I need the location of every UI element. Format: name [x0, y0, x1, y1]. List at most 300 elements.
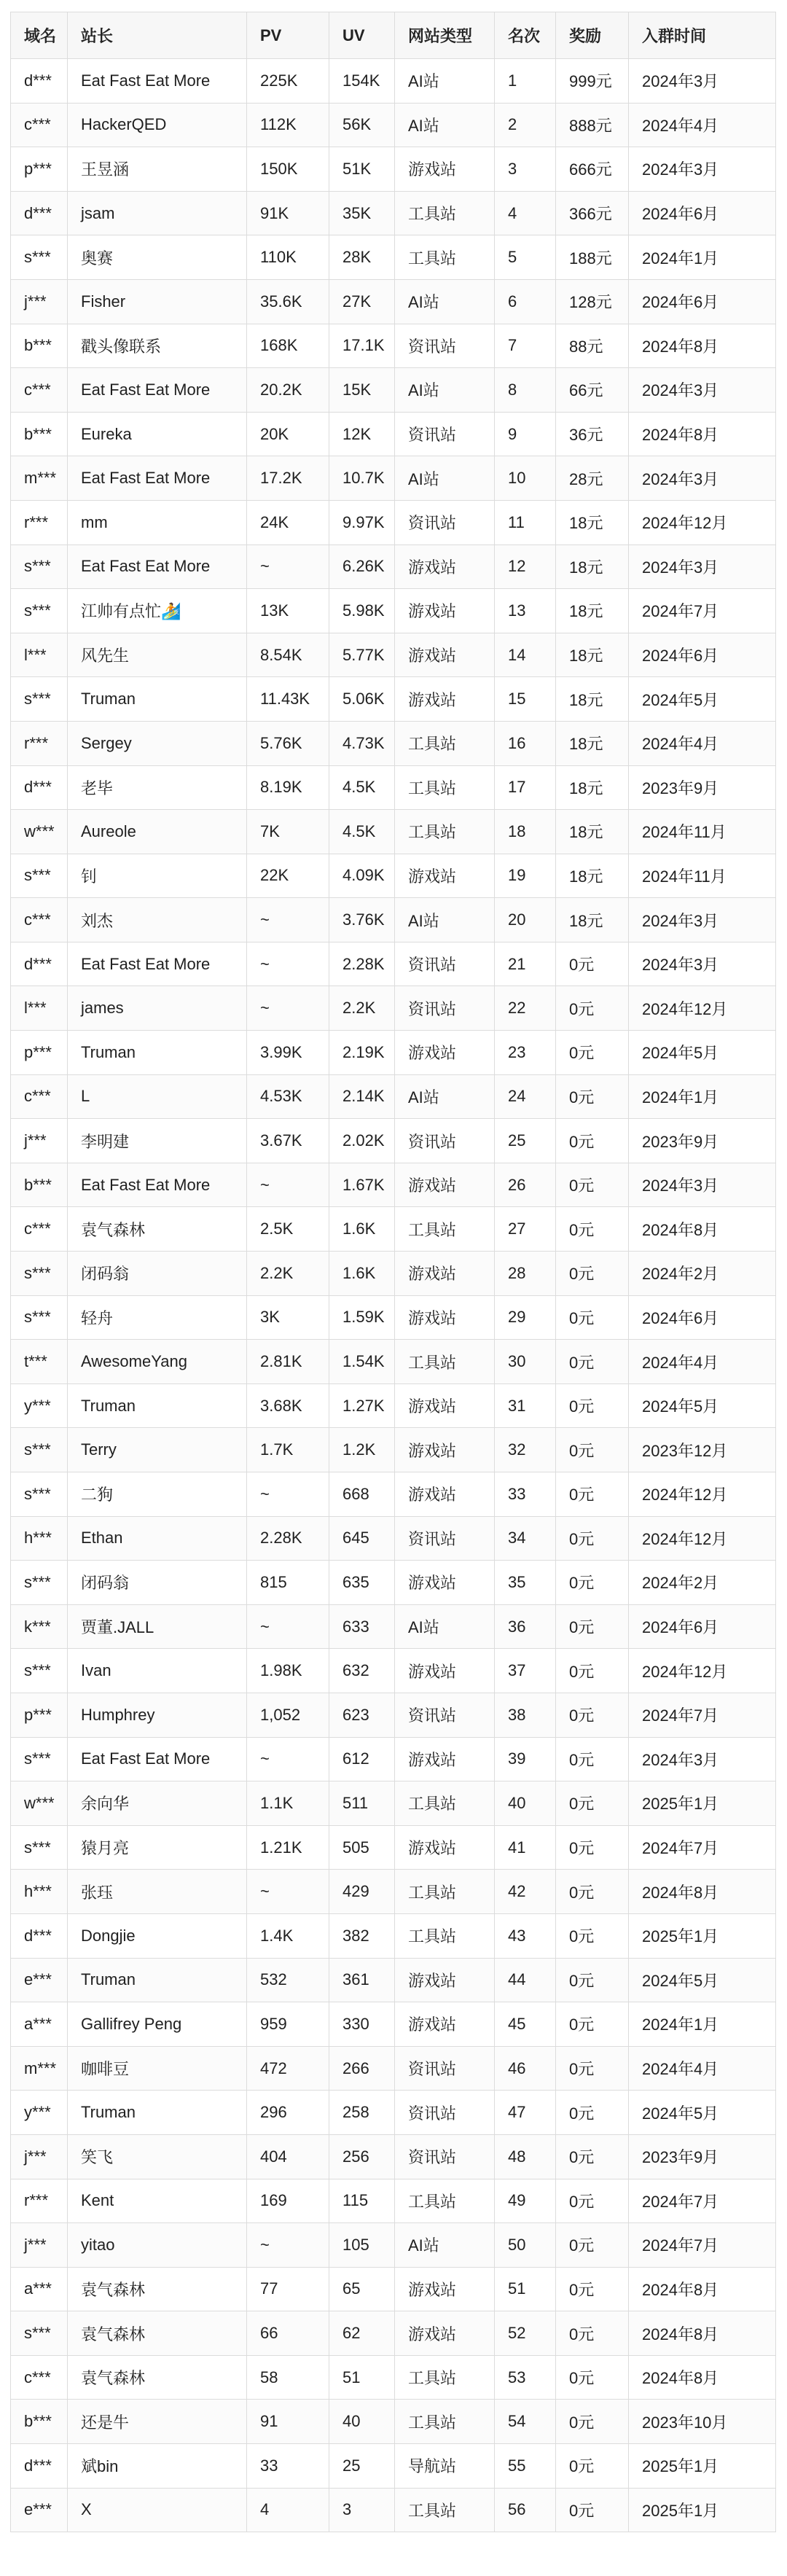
cell-pv: 404 [247, 2134, 329, 2179]
table-row [11, 279, 776, 324]
cell-owner: Truman [68, 677, 247, 722]
cell-join-date: 2024年7月 [629, 1825, 776, 1870]
cell-owner: HackerQED [68, 103, 247, 147]
table-row [11, 1383, 776, 1428]
cell-reward: 0元 [556, 1295, 629, 1340]
cell-uv: 6.26K [329, 545, 395, 589]
cell-domain: s*** [11, 1428, 68, 1472]
cell-pv: ~ [247, 1472, 329, 1517]
cell-join-date: 2024年6月 [629, 633, 776, 677]
cell-pv: 225K [247, 59, 329, 104]
cell-site-type: AI站 [395, 279, 495, 324]
cell-domain: j*** [11, 1119, 68, 1163]
cell-owner: Truman [68, 2091, 247, 2135]
cell-rank: 41 [495, 1825, 556, 1870]
cell-join-date: 2024年3月 [629, 545, 776, 589]
cell-pv: 168K [247, 324, 329, 368]
cell-reward: 0元 [556, 2400, 629, 2444]
table-row [11, 191, 776, 235]
cell-join-date: 2024年12月 [629, 1649, 776, 1693]
cell-uv: 17.1K [329, 324, 395, 368]
table-row [11, 368, 776, 413]
cell-site-type: 游戏站 [395, 1649, 495, 1693]
cell-uv: 505 [329, 1825, 395, 1870]
table-row [11, 721, 776, 765]
table-row [11, 2444, 776, 2489]
cell-rank: 5 [495, 235, 556, 280]
table-row [11, 456, 776, 501]
cell-join-date: 2024年8月 [629, 2267, 776, 2311]
cell-domain: j*** [11, 2134, 68, 2179]
cell-uv: 382 [329, 1913, 395, 1958]
cell-rank: 18 [495, 810, 556, 854]
cell-rank: 53 [495, 2355, 556, 2400]
cell-domain: j*** [11, 279, 68, 324]
cell-rank: 50 [495, 2223, 556, 2268]
cell-owner: yitao [68, 2223, 247, 2268]
cell-site-type: 资讯站 [395, 942, 495, 986]
cell-join-date: 2024年8月 [629, 2311, 776, 2356]
cell-join-date: 2024年8月 [629, 1870, 776, 1914]
table-row [11, 1825, 776, 1870]
cell-join-date: 2024年1月 [629, 1074, 776, 1119]
cell-join-date: 2024年12月 [629, 1472, 776, 1517]
cell-owner: 贾董.JALL [68, 1604, 247, 1649]
table-row [11, 1252, 776, 1296]
cell-reward: 0元 [556, 2134, 629, 2179]
cell-domain: s*** [11, 545, 68, 589]
cell-reward: 28元 [556, 456, 629, 501]
cell-site-type: 游戏站 [395, 1825, 495, 1870]
table-row [11, 2223, 776, 2268]
cell-reward: 0元 [556, 1252, 629, 1296]
cell-site-type: AI站 [395, 103, 495, 147]
cell-pv: 66 [247, 2311, 329, 2356]
header-reward: 奖励 [556, 12, 629, 59]
table-header [11, 12, 776, 59]
cell-uv: 1.6K [329, 1252, 395, 1296]
cell-reward: 0元 [556, 1340, 629, 1384]
cell-domain: c*** [11, 1207, 68, 1252]
cell-rank: 36 [495, 1604, 556, 1649]
cell-rank: 38 [495, 1693, 556, 1737]
cell-join-date: 2024年8月 [629, 1207, 776, 1252]
cell-uv: 5.77K [329, 633, 395, 677]
cell-uv: 1.6K [329, 1207, 395, 1252]
cell-site-type: 游戏站 [395, 633, 495, 677]
cell-pv: 11.43K [247, 677, 329, 722]
cell-domain: l*** [11, 986, 68, 1031]
cell-domain: p*** [11, 1031, 68, 1075]
cell-reward: 18元 [556, 589, 629, 633]
cell-reward: 0元 [556, 1870, 629, 1914]
cell-site-type: 资讯站 [395, 2134, 495, 2179]
table-row [11, 1119, 776, 1163]
cell-rank: 26 [495, 1163, 556, 1207]
table-row [11, 1074, 776, 1119]
table-row [11, 412, 776, 456]
table-row [11, 545, 776, 589]
cell-pv: 2.5K [247, 1207, 329, 1252]
cell-uv: 429 [329, 1870, 395, 1914]
cell-pv: ~ [247, 545, 329, 589]
cell-uv: 9.97K [329, 500, 395, 545]
cell-site-type: 游戏站 [395, 1252, 495, 1296]
cell-reward: 18元 [556, 765, 629, 810]
cell-owner: jsam [68, 191, 247, 235]
cell-domain: c*** [11, 103, 68, 147]
cell-pv: 24K [247, 500, 329, 545]
cell-owner: 二狗 [68, 1472, 247, 1517]
cell-site-type: 游戏站 [395, 1031, 495, 1075]
cell-rank: 4 [495, 191, 556, 235]
cell-domain: b*** [11, 1163, 68, 1207]
cell-join-date: 2024年1月 [629, 235, 776, 280]
cell-rank: 29 [495, 1295, 556, 1340]
cell-reward: 18元 [556, 721, 629, 765]
cell-join-date: 2024年4月 [629, 1340, 776, 1384]
cell-reward: 888元 [556, 103, 629, 147]
table-row [11, 1913, 776, 1958]
cell-pv: 3K [247, 1295, 329, 1340]
cell-owner: Ivan [68, 1649, 247, 1693]
cell-owner: 刘杰 [68, 898, 247, 942]
cell-domain: r*** [11, 500, 68, 545]
cell-reward: 0元 [556, 1825, 629, 1870]
cell-rank: 11 [495, 500, 556, 545]
cell-domain: c*** [11, 2355, 68, 2400]
cell-site-type: 工具站 [395, 2400, 495, 2444]
cell-site-type: 游戏站 [395, 1383, 495, 1428]
cell-pv: 17.2K [247, 456, 329, 501]
table-body [11, 59, 776, 2532]
cell-site-type: 资讯站 [395, 1119, 495, 1163]
cell-domain: m*** [11, 456, 68, 501]
cell-owner: Eat Fast Eat More [68, 368, 247, 413]
cell-reward: 0元 [556, 986, 629, 1031]
cell-join-date: 2024年7月 [629, 589, 776, 633]
cell-join-date: 2024年11月 [629, 810, 776, 854]
cell-join-date: 2024年1月 [629, 2002, 776, 2047]
cell-domain: s*** [11, 677, 68, 722]
table-row [11, 677, 776, 722]
cell-pv: 296 [247, 2091, 329, 2135]
cell-join-date: 2024年7月 [629, 2223, 776, 2268]
cell-reward: 0元 [556, 1428, 629, 1472]
cell-pv: 1.98K [247, 1649, 329, 1693]
cell-pv: 1,052 [247, 1693, 329, 1737]
cell-uv: 12K [329, 412, 395, 456]
cell-domain: c*** [11, 368, 68, 413]
table-row [11, 2267, 776, 2311]
table-row [11, 1870, 776, 1914]
table-header-row [11, 12, 776, 59]
cell-site-type: 导航站 [395, 2444, 495, 2489]
cell-reward: 188元 [556, 235, 629, 280]
cell-rank: 3 [495, 147, 556, 192]
cell-uv: 330 [329, 2002, 395, 2047]
table-row [11, 2091, 776, 2135]
cell-owner: 闭码翁 [68, 1561, 247, 1605]
cell-domain: c*** [11, 1074, 68, 1119]
cell-pv: ~ [247, 1604, 329, 1649]
cell-pv: 3.68K [247, 1383, 329, 1428]
cell-pv: 1.7K [247, 1428, 329, 1472]
cell-site-type: AI站 [395, 368, 495, 413]
cell-join-date: 2024年4月 [629, 721, 776, 765]
cell-owner: 袁气森林 [68, 2311, 247, 2356]
cell-rank: 47 [495, 2091, 556, 2135]
cell-site-type: 资讯站 [395, 500, 495, 545]
table-row [11, 235, 776, 280]
cell-join-date: 2025年1月 [629, 2488, 776, 2532]
cell-site-type: 资讯站 [395, 2046, 495, 2091]
cell-uv: 1.2K [329, 1428, 395, 1472]
cell-site-type: 工具站 [395, 2355, 495, 2400]
cell-site-type: AI站 [395, 59, 495, 104]
cell-join-date: 2024年3月 [629, 456, 776, 501]
cell-owner: 余向华 [68, 1781, 247, 1826]
cell-pv: 1.21K [247, 1825, 329, 1870]
cell-reward: 66元 [556, 368, 629, 413]
cell-owner: james [68, 986, 247, 1031]
cell-uv: 3 [329, 2488, 395, 2532]
table-row [11, 633, 776, 677]
cell-site-type: 工具站 [395, 2488, 495, 2532]
cell-uv: 511 [329, 1781, 395, 1826]
cell-rank: 6 [495, 279, 556, 324]
cell-reward: 0元 [556, 1119, 629, 1163]
cell-reward: 0元 [556, 2355, 629, 2400]
cell-rank: 12 [495, 545, 556, 589]
table-row [11, 1163, 776, 1207]
cell-pv: ~ [247, 1870, 329, 1914]
cell-owner: 袁气森林 [68, 2355, 247, 2400]
cell-reward: 0元 [556, 1737, 629, 1781]
cell-site-type: 游戏站 [395, 1163, 495, 1207]
cell-uv: 635 [329, 1561, 395, 1605]
table-row [11, 2400, 776, 2444]
table-row [11, 1781, 776, 1826]
cell-rank: 39 [495, 1737, 556, 1781]
cell-domain: s*** [11, 1737, 68, 1781]
cell-domain: d*** [11, 765, 68, 810]
cell-owner: 闭码翁 [68, 1252, 247, 1296]
cell-pv: ~ [247, 1163, 329, 1207]
cell-owner: Truman [68, 1383, 247, 1428]
cell-uv: 3.76K [329, 898, 395, 942]
cell-uv: 25 [329, 2444, 395, 2489]
header-uv: UV [329, 12, 395, 59]
cell-rank: 54 [495, 2400, 556, 2444]
cell-uv: 668 [329, 1472, 395, 1517]
cell-pv: 4.53K [247, 1074, 329, 1119]
cell-owner: Sergey [68, 721, 247, 765]
cell-uv: 10.7K [329, 456, 395, 501]
cell-pv: 150K [247, 147, 329, 192]
cell-rank: 8 [495, 368, 556, 413]
cell-rank: 20 [495, 898, 556, 942]
cell-pv: 13K [247, 589, 329, 633]
cell-owner: Gallifrey Peng [68, 2002, 247, 2047]
cell-site-type: 资讯站 [395, 1693, 495, 1737]
cell-join-date: 2024年5月 [629, 1383, 776, 1428]
table-row [11, 2134, 776, 2179]
table-row [11, 1472, 776, 1517]
cell-owner: 风先生 [68, 633, 247, 677]
cell-owner: Humphrey [68, 1693, 247, 1737]
cell-reward: 0元 [556, 1472, 629, 1517]
cell-reward: 18元 [556, 500, 629, 545]
cell-owner: 咖啡豆 [68, 2046, 247, 2091]
cell-reward: 0元 [556, 1163, 629, 1207]
cell-owner: 江帅有点忙🏄 [68, 589, 247, 633]
cell-rank: 30 [495, 1340, 556, 1384]
cell-join-date: 2024年3月 [629, 147, 776, 192]
cell-reward: 18元 [556, 677, 629, 722]
cell-site-type: 工具站 [395, 1870, 495, 1914]
table-row [11, 1295, 776, 1340]
cell-pv: 3.99K [247, 1031, 329, 1075]
cell-domain: m*** [11, 2046, 68, 2091]
cell-uv: 1.67K [329, 1163, 395, 1207]
cell-rank: 14 [495, 633, 556, 677]
cell-site-type: 资讯站 [395, 1516, 495, 1561]
cell-rank: 15 [495, 677, 556, 722]
cell-rank: 35 [495, 1561, 556, 1605]
cell-pv: 4 [247, 2488, 329, 2532]
cell-rank: 56 [495, 2488, 556, 2532]
cell-owner: Fisher [68, 279, 247, 324]
cell-uv: 40 [329, 2400, 395, 2444]
table-row [11, 1649, 776, 1693]
cell-join-date: 2025年1月 [629, 1913, 776, 1958]
table-row [11, 2488, 776, 2532]
cell-domain: p*** [11, 147, 68, 192]
cell-site-type: AI站 [395, 2223, 495, 2268]
cell-pv: 815 [247, 1561, 329, 1605]
cell-owner: 李明建 [68, 1119, 247, 1163]
cell-site-type: 游戏站 [395, 2002, 495, 2047]
cell-reward: 999元 [556, 59, 629, 104]
cell-rank: 34 [495, 1516, 556, 1561]
table-row [11, 59, 776, 104]
cell-rank: 27 [495, 1207, 556, 1252]
cell-join-date: 2024年7月 [629, 1693, 776, 1737]
cell-site-type: 工具站 [395, 1207, 495, 1252]
cell-domain: p*** [11, 1693, 68, 1737]
cell-site-type: AI站 [395, 898, 495, 942]
cell-rank: 28 [495, 1252, 556, 1296]
cell-rank: 52 [495, 2311, 556, 2356]
cell-reward: 18元 [556, 854, 629, 898]
cell-reward: 18元 [556, 633, 629, 677]
cell-uv: 4.09K [329, 854, 395, 898]
cell-reward: 0元 [556, 1031, 629, 1075]
cell-site-type: 游戏站 [395, 147, 495, 192]
cell-rank: 43 [495, 1913, 556, 1958]
cell-join-date: 2025年1月 [629, 1781, 776, 1826]
cell-reward: 0元 [556, 1207, 629, 1252]
cell-domain: c*** [11, 898, 68, 942]
cell-rank: 17 [495, 765, 556, 810]
cell-domain: t*** [11, 1340, 68, 1384]
cell-site-type: 游戏站 [395, 854, 495, 898]
table-row [11, 1207, 776, 1252]
table-row [11, 1516, 776, 1561]
cell-uv: 256 [329, 2134, 395, 2179]
cell-uv: 2.2K [329, 986, 395, 1031]
table-row [11, 1737, 776, 1781]
cell-domain: d*** [11, 1913, 68, 1958]
cell-pv: 58 [247, 2355, 329, 2400]
cell-reward: 18元 [556, 810, 629, 854]
cell-pv: 2.81K [247, 1340, 329, 1384]
cell-join-date: 2024年6月 [629, 279, 776, 324]
cell-site-type: 资讯站 [395, 2091, 495, 2135]
cell-reward: 0元 [556, 1781, 629, 1826]
cell-owner: X [68, 2488, 247, 2532]
cell-reward: 128元 [556, 279, 629, 324]
cell-uv: 5.98K [329, 589, 395, 633]
cell-uv: 2.19K [329, 1031, 395, 1075]
cell-uv: 2.02K [329, 1119, 395, 1163]
cell-uv: 62 [329, 2311, 395, 2356]
cell-reward: 0元 [556, 2179, 629, 2223]
cell-reward: 0元 [556, 2223, 629, 2268]
table-row [11, 1428, 776, 1472]
cell-owner: 老毕 [68, 765, 247, 810]
header-rank: 名次 [495, 12, 556, 59]
cell-pv: 7K [247, 810, 329, 854]
cell-join-date: 2024年11月 [629, 854, 776, 898]
cell-reward: 366元 [556, 191, 629, 235]
cell-join-date: 2024年3月 [629, 1737, 776, 1781]
table-row [11, 2355, 776, 2400]
cell-owner: 钊 [68, 854, 247, 898]
cell-rank: 31 [495, 1383, 556, 1428]
cell-join-date: 2024年6月 [629, 191, 776, 235]
cell-owner: Eat Fast Eat More [68, 942, 247, 986]
cell-owner: Eat Fast Eat More [68, 545, 247, 589]
cell-rank: 10 [495, 456, 556, 501]
cell-uv: 51 [329, 2355, 395, 2400]
cell-rank: 13 [495, 589, 556, 633]
table-row [11, 854, 776, 898]
cell-site-type: 工具站 [395, 235, 495, 280]
cell-domain: r*** [11, 2179, 68, 2223]
cell-pv: 20K [247, 412, 329, 456]
cell-owner: mm [68, 500, 247, 545]
cell-join-date: 2024年5月 [629, 1958, 776, 2002]
cell-reward: 0元 [556, 2091, 629, 2135]
cell-uv: 258 [329, 2091, 395, 2135]
cell-domain: y*** [11, 1383, 68, 1428]
cell-join-date: 2024年4月 [629, 2046, 776, 2091]
cell-rank: 22 [495, 986, 556, 1031]
cell-domain: a*** [11, 2267, 68, 2311]
cell-rank: 1 [495, 59, 556, 104]
cell-uv: 1.27K [329, 1383, 395, 1428]
cell-reward: 0元 [556, 1649, 629, 1693]
header-domain: 域名 [11, 12, 68, 59]
cell-join-date: 2024年3月 [629, 898, 776, 942]
cell-pv: 3.67K [247, 1119, 329, 1163]
cell-site-type: 工具站 [395, 810, 495, 854]
cell-rank: 40 [495, 1781, 556, 1826]
cell-reward: 0元 [556, 2002, 629, 2047]
cell-domain: d*** [11, 59, 68, 104]
